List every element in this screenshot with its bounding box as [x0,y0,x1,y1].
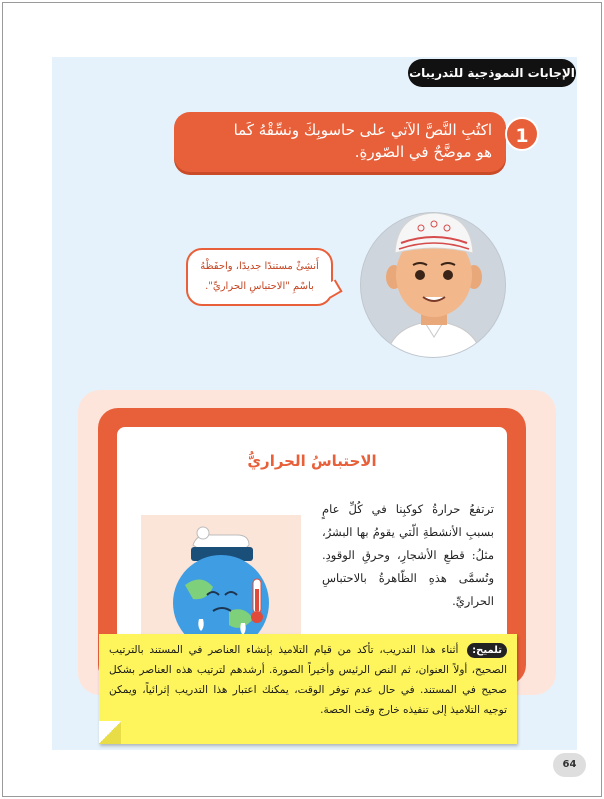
page-number: 64 [553,753,586,777]
boy-illustration [361,213,506,358]
boy-avatar-icon [360,212,506,358]
document-body-text: ترتفعُ حرارةُ كوكبِنا في كُلِّ عامٍ بسببِ الأنشطةِ الّتي يقومُ بها البشرُ، مثلُ: قطعِ الأشجارِ، وحرقِ الوقودِ. وتُسمَّى هذهِ الظّاهرةُ بالاحتباسِ الحراريِّ. [322,502,494,608]
speech-line-1: أَنشِئْ مستندًا جديدًا، واحفَظْهُ [200,261,319,272]
task-instruction-line-2: هو موضَّحٌ في الصّورةِ. [354,143,492,161]
speech-line-2: باسْمِ "الاحتباسِ الحراريِّ". [205,281,314,292]
document-title: الاحتباسُ الحراريُّ [247,452,377,470]
tip-text: أثناء هذا التدريب، تأكد من قيام التلاميذ بإنشاء العناصر في المستند بالترتيب الصحيح، أولاً العنوان، ثم النص الرئيس وأخيراً الصورة. أرشدهم لترتيب هذه العناصر بشكل صحيح في المستند. في حال عدم توفر الوقت، يمكنك اعتبار هذا التدريب إثرائياً، ويمكن توجيه التلاميذ إلى تنفيذه خارج وقت الحصة. [109,644,507,716]
task-number-badge: 1 [505,117,539,151]
tip-label: تلميح: [467,643,507,658]
tip-note [99,634,517,744]
speech-bubble [186,248,333,306]
task-instruction [174,112,506,172]
global-warming-illustration [141,515,301,645]
note-folded-corner [99,721,121,744]
task-instruction-line-1: اكتُبِ النَّصَّ الآتي على حاسوبِكَ ونسِّقْهُ كَما [233,121,492,139]
section-header: الإجابات النموذجية للتدريبات [408,59,576,87]
melting-earth-icon [141,515,301,645]
